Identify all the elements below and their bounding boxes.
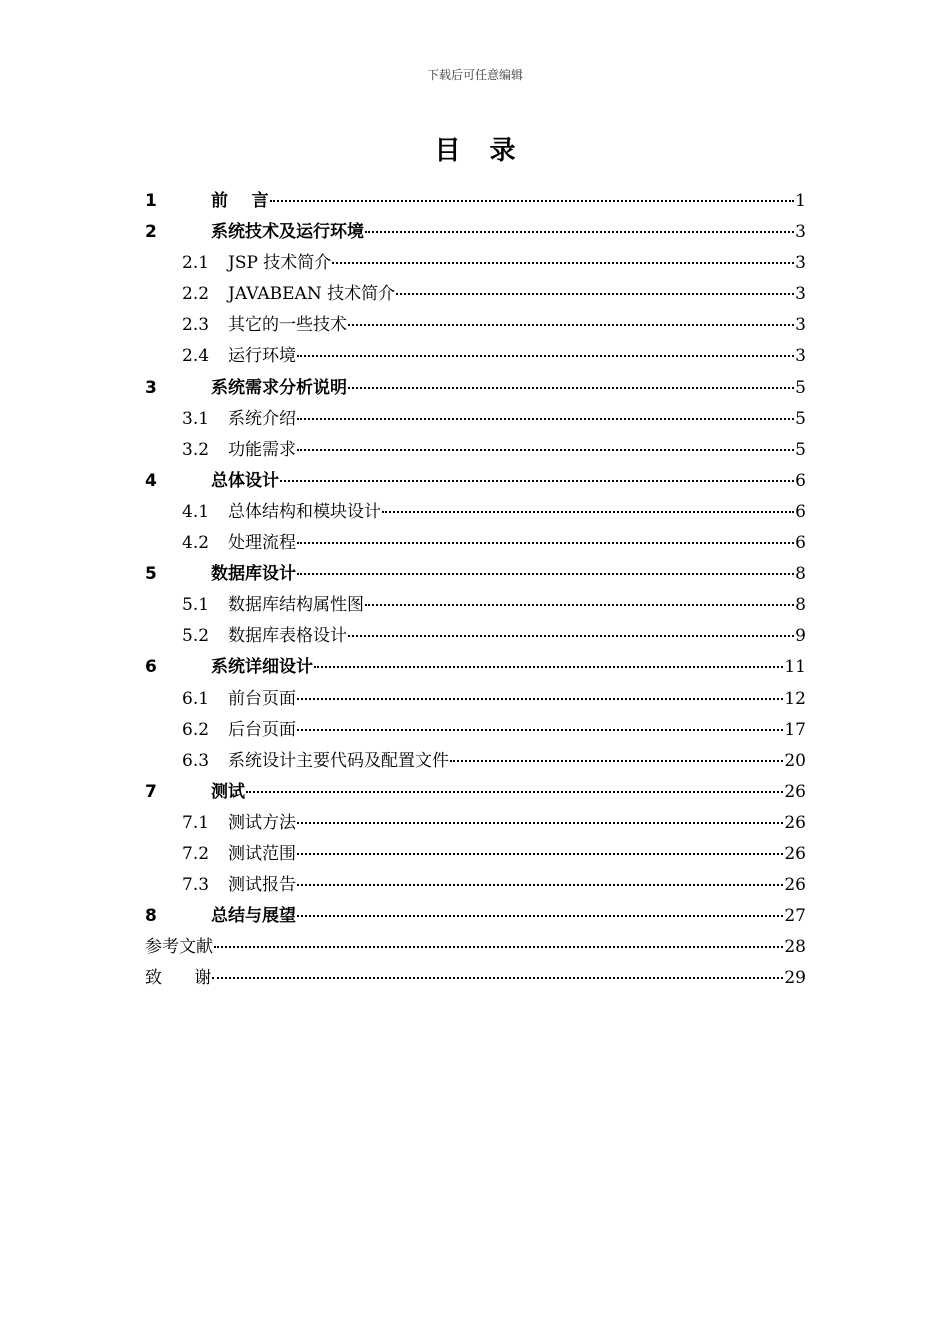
- toc-entry[interactable]: [145, 310, 806, 341]
- toc-entry-page-number: 8: [795, 595, 806, 616]
- toc-entry-page-number: 1: [795, 191, 806, 211]
- toc-entry-page-number: 12: [784, 688, 806, 709]
- toc-entry[interactable]: [145, 684, 806, 715]
- toc-entry-page-number: 3: [795, 222, 806, 243]
- toc-entry-page-number: 6: [795, 501, 806, 522]
- toc-entry-label: 总体设计: [211, 470, 279, 491]
- toc-entry-number: 2.3: [182, 315, 210, 336]
- toc-dot-leader: [332, 260, 794, 264]
- toc-entry-number: 2.2: [182, 284, 210, 305]
- toc-entry-number: 5.2: [182, 626, 210, 647]
- toc-entry-label: JAVABEAN 技术简介: [228, 284, 396, 305]
- toc-entry-number: 4.1: [182, 501, 210, 522]
- toc-entry-page-number: 5: [795, 439, 806, 460]
- toc-entry-number: 2.1: [182, 253, 210, 274]
- toc-entry-page-number: 11: [784, 657, 806, 678]
- toc-entry-number: 7.1: [182, 812, 210, 833]
- toc-entry-number: 1: [145, 191, 157, 211]
- toc-entry[interactable]: [145, 932, 806, 963]
- toc-dot-leader: [297, 820, 783, 824]
- toc-entry-label: 数据库设计: [211, 564, 296, 585]
- toc-entry[interactable]: [145, 186, 806, 217]
- toc-entry-number: 4.2: [182, 533, 210, 554]
- table-of-contents: [145, 186, 806, 994]
- toc-entry-page-number: 6: [795, 470, 806, 491]
- toc-entry[interactable]: [145, 373, 806, 404]
- toc-entry-number: 6.3: [182, 750, 210, 771]
- toc-entry[interactable]: [145, 404, 806, 435]
- toc-entry[interactable]: [145, 248, 806, 279]
- toc-dot-leader: [297, 416, 794, 420]
- toc-entry-label: 总体结构和模块设计: [228, 501, 381, 522]
- toc-entry-number: 3.1: [182, 408, 210, 429]
- toc-entry-page-number: 26: [784, 812, 806, 833]
- toc-entry-page-number: 17: [784, 719, 806, 740]
- toc-dot-leader: [365, 229, 794, 233]
- toc-entry[interactable]: [145, 652, 806, 683]
- toc-dot-leader: [297, 727, 783, 731]
- toc-dot-leader: [297, 571, 794, 575]
- toc-entry-label: 系统详细设计: [211, 657, 313, 678]
- toc-entry-label: 其它的一些技术: [228, 315, 347, 336]
- toc-dot-leader: [314, 664, 783, 668]
- toc-entry-page-number: 29: [784, 968, 806, 989]
- toc-entry-number: 5.1: [182, 595, 210, 616]
- toc-entry[interactable]: [145, 808, 806, 839]
- toc-entry-label: 运行环境: [228, 346, 296, 367]
- toc-entry-page-number: 3: [795, 284, 806, 305]
- toc-entry-number: 6.1: [182, 688, 210, 709]
- toc-entry[interactable]: [145, 621, 806, 652]
- toc-entry[interactable]: [145, 839, 806, 870]
- toc-entry-label: 处理流程: [228, 533, 296, 554]
- toc-dot-leader: [297, 851, 783, 855]
- toc-entry[interactable]: [145, 963, 806, 994]
- toc-dot-leader: [270, 198, 794, 202]
- toc-title: 目 录: [434, 136, 526, 166]
- toc-entry-label: 致 谢: [145, 968, 212, 989]
- toc-dot-leader: [297, 696, 783, 700]
- toc-entry-number: 4: [145, 470, 157, 491]
- toc-dot-leader: [297, 882, 783, 886]
- toc-dot-leader: [450, 758, 783, 762]
- toc-dot-leader: [348, 633, 794, 637]
- toc-entry-number: 2.4: [182, 346, 210, 367]
- toc-entry[interactable]: [145, 466, 806, 497]
- toc-entry-label: 系统介绍: [228, 408, 296, 429]
- toc-dot-leader: [246, 789, 783, 793]
- toc-entry-number: 2: [145, 222, 157, 243]
- toc-entry-number: 3: [145, 377, 157, 398]
- toc-entry-label: 功能需求: [228, 439, 296, 460]
- toc-entry-label: 系统技术及运行环境: [211, 222, 364, 243]
- toc-entry[interactable]: [145, 559, 806, 590]
- toc-entry-label: 前台页面: [228, 688, 296, 709]
- toc-entry-label: 测试方法: [228, 812, 296, 833]
- toc-entry[interactable]: [145, 746, 806, 777]
- toc-dot-leader: [297, 913, 783, 917]
- toc-entry[interactable]: [145, 528, 806, 559]
- toc-entry[interactable]: [145, 777, 806, 808]
- toc-entry-number: 7: [145, 781, 157, 802]
- toc-entry-page-number: 3: [795, 346, 806, 367]
- toc-dot-leader: [297, 540, 794, 544]
- toc-dot-leader: [348, 322, 794, 326]
- toc-dot-leader: [365, 602, 794, 606]
- toc-entry-number: 7.3: [182, 875, 210, 896]
- toc-entry-page-number: 26: [784, 781, 806, 802]
- toc-entry[interactable]: [145, 217, 806, 248]
- toc-entry-label: 参考文献: [145, 937, 213, 958]
- toc-entry-page-number: 26: [784, 875, 806, 896]
- toc-entry[interactable]: [145, 590, 806, 621]
- page-header-note: 下载后可任意编辑: [426, 68, 523, 82]
- toc-entry-label: 测试范围: [228, 843, 296, 864]
- toc-entry[interactable]: [145, 341, 806, 372]
- toc-entry-page-number: 28: [784, 937, 806, 958]
- toc-entry-page-number: 5: [795, 377, 806, 398]
- toc-entry-label: 前 言: [211, 191, 269, 211]
- toc-entry-label: 总结与展望: [211, 906, 296, 927]
- toc-entry[interactable]: [145, 497, 806, 528]
- toc-entry-page-number: 5: [795, 408, 806, 429]
- toc-entry[interactable]: [145, 901, 806, 932]
- toc-entry-label: 测试报告: [228, 875, 296, 896]
- toc-dot-leader: [214, 944, 783, 948]
- toc-dot-leader: [212, 975, 783, 979]
- toc-entry-label: 系统需求分析说明: [211, 377, 347, 398]
- toc-dot-leader: [348, 385, 794, 389]
- toc-dot-leader: [280, 478, 794, 482]
- toc-entry-number: 8: [145, 906, 157, 927]
- toc-entry-number: 6.2: [182, 719, 210, 740]
- toc-dot-leader: [382, 509, 794, 513]
- toc-entry-label: 数据库表格设计: [228, 626, 347, 647]
- toc-entry-label: 系统设计主要代码及配置文件: [228, 750, 449, 771]
- toc-entry-number: 6: [145, 657, 157, 678]
- toc-dot-leader: [396, 291, 794, 295]
- toc-entry[interactable]: [145, 870, 806, 901]
- toc-entry-page-number: 20: [784, 750, 806, 771]
- toc-entry-page-number: 8: [795, 564, 806, 585]
- toc-entry-page-number: 3: [795, 253, 806, 274]
- toc-entry-page-number: 9: [795, 626, 806, 647]
- toc-entry-page-number: 27: [784, 906, 806, 927]
- toc-entry-label: 数据库结构属性图: [228, 595, 364, 616]
- toc-entry-number: 5: [145, 564, 157, 585]
- toc-entry-label: 测试: [211, 781, 245, 802]
- toc-entry-number: 7.2: [182, 843, 210, 864]
- toc-entry[interactable]: [145, 279, 806, 310]
- toc-entry-label: 后台页面: [228, 719, 296, 740]
- toc-entry[interactable]: [145, 435, 806, 466]
- toc-entry-page-number: 6: [795, 533, 806, 554]
- toc-entry-label: JSP 技术简介: [228, 253, 332, 274]
- toc-dot-leader: [297, 353, 794, 357]
- toc-entry-page-number: 26: [784, 843, 806, 864]
- toc-entry-number: 3.2: [182, 439, 210, 460]
- toc-entry[interactable]: [145, 715, 806, 746]
- toc-dot-leader: [297, 447, 794, 451]
- toc-entry-page-number: 3: [795, 315, 806, 336]
